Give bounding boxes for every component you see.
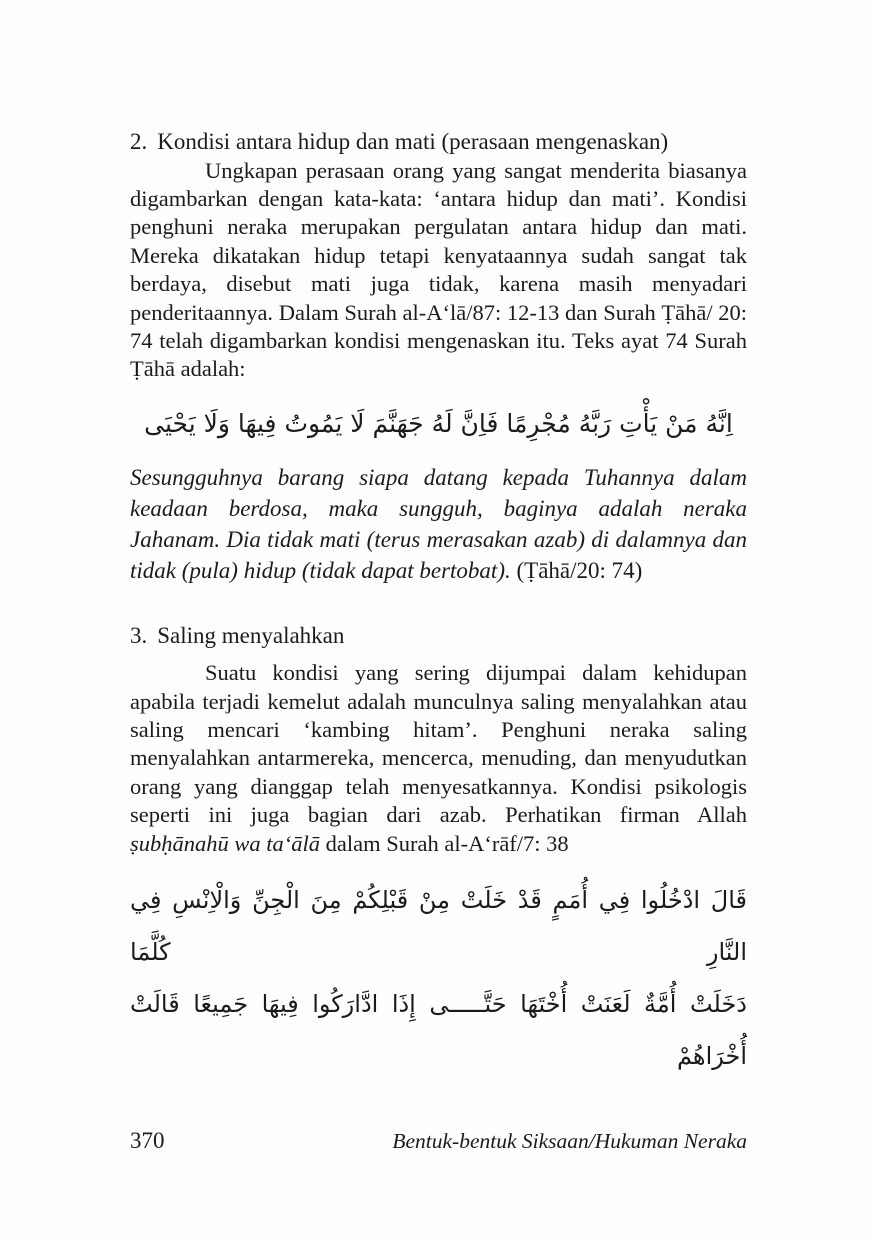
section-3-text-after: dalam Surah al-A‘rāf/7: 38 (320, 830, 569, 856)
page-number: 370 (130, 1128, 165, 1153)
section-3-number: 3. (130, 622, 148, 648)
arabic-verse-line-2: دَخَلَتْ أُمَّةٌ لَعَنَتْ أُخْتَهَا حَتَّـــــى إِذَا ادَّارَكُوا فِيهَا جَمِيعًا قَالَتْ أُخْرَاهُمْ (130, 990, 747, 1071)
arabic-verse-araf-7-38 (130, 874, 747, 1082)
section-3-heading (130, 622, 747, 651)
page-content (130, 128, 747, 1082)
translation-taha-20-74 (130, 462, 747, 586)
arabic-verse-taha-20-74: اِنَّهُ مَنْ يَأْتِ رَبَّهُ مُجْرِمًا فَاِنَّ لَهُ جَهَنَّمَ لَا يَمُوتُ فِيهَا وَلَا يَحْيَى (144, 408, 733, 438)
section-2-paragraph: Ungkapan perasaan orang yang sangat menderita biasanya digambarkan dengan kata-kata: ‘antara hidup dan mati’. Kondisi penghuni neraka merupakan pergulatan antara hidup dan mati. Mereka dikatakan hidup tetapi kenyataannya sudah sangat tak berdaya, disebut mati juga tidak, karena masih menyadari penderitaannya. Dalam Surah al-A‘lā/87: 12-13 dan Surah Ṭāhā/ 20: 74 telah digambarkan kondisi mengenaskan itu. Teks ayat 74 Surah Ṭāhā adalah: (130, 157, 747, 382)
section-2-title: Kondisi antara hidup dan mati (perasaan mengenaskan) (157, 129, 669, 154)
section-3-text-before: Suatu kondisi yang sering dijumpai dalam kehidupan apabila terjadi kemelut adalah munculnya saling menyalahkan atau saling mencari ‘kambing hitam’. Penghuni neraka saling menyalahkan antarmereka, mencerca, menuding, dan menyudutkan orang yang dianggap telah menyesatkannya. Kondisi psikologis seperti ini juga bagian dari azab. Perhatikan firman Allah (130, 660, 747, 828)
translation-citation: (Ṭāhā/20: 74) (516, 557, 643, 583)
arabic-verse-line-1: قَالَ ادْخُلُوا فِي أُمَمٍ قَدْ خَلَتْ مِنْ قَبْلِكُمْ مِنَ الْجِنِّ وَالْاِنْسِ فِي النَّارِ كُلَّمَا (130, 886, 747, 967)
running-title: Bentuk-bentuk Siksaan/Hukuman Neraka (392, 1129, 747, 1153)
page-footer (130, 1128, 747, 1154)
section-3-title: Saling menyalahkan (157, 622, 345, 648)
translation-text: Sesungguhnya barang siapa datang kepada Tuhannya dalam keadaan berdosa, maka sungguh, baginya adalah neraka Jahanam. Dia tidak mati (terus merasakan azab) di dalamnya dan tidak (pula) hidup (tidak dapat bertobat). (130, 464, 747, 583)
section-2-number: 2. (130, 129, 148, 154)
section-2-heading (130, 128, 747, 157)
section-3-paragraph (130, 659, 747, 858)
honorific-subhanahu-wa-taala: ṣubḥānahū wa ta‘ālā (130, 830, 321, 856)
